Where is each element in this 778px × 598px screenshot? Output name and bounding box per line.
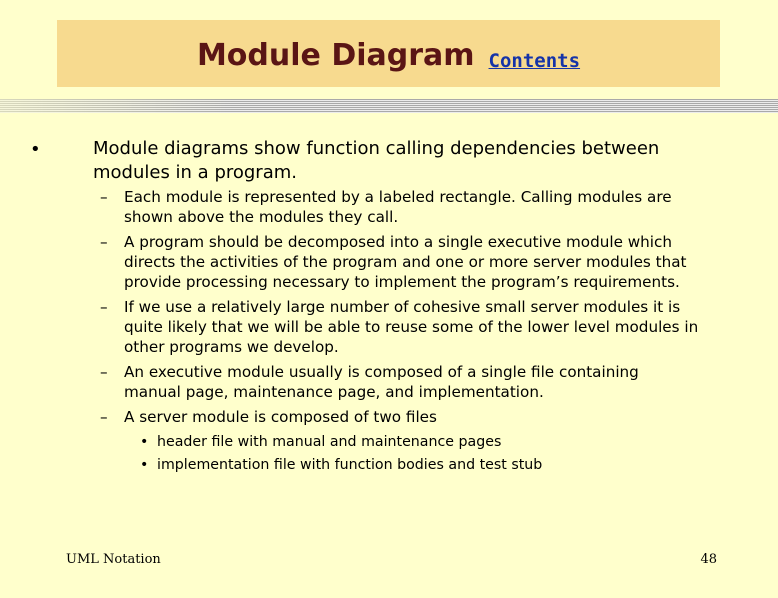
dash-marker: –: [100, 233, 108, 251]
dash-marker: –: [100, 408, 108, 426]
dash-marker: –: [100, 298, 108, 316]
page-number: 48: [700, 552, 717, 567]
sub-bullet: [100, 362, 700, 402]
footer-label: UML Notation: [66, 552, 161, 567]
dot-marker: •: [140, 434, 149, 450]
sub-bullet: [100, 187, 700, 227]
dash-marker: –: [100, 188, 108, 206]
sub-sub-bullet: [140, 455, 700, 475]
main-bullet-text: Module diagrams show function calling dependencies between modules in a program.: [93, 138, 660, 183]
sub-sub-bullet: [140, 432, 700, 452]
sub-bullet: [100, 232, 700, 292]
sub-sub-bullet-text: header file with manual and maintenance pages: [157, 434, 502, 450]
sub-bullet: [100, 407, 700, 427]
sub-sub-bullet-text: implementation file with function bodies and test stub: [157, 457, 543, 473]
sub-bullet-text: A server module is composed of two files: [124, 408, 437, 426]
sub-bullet-text: A program should be decomposed into a single executive module which directs the activities of the program and one or more server modules that provide processing necessary to implement the program’s requirements.: [124, 233, 687, 291]
sub-bullet-text: An executive module usually is composed of a single file containing manual page, maintenance page, and implementation.: [124, 363, 639, 401]
page-title: Module Diagram: [196, 38, 475, 73]
sub-bullet: [100, 297, 700, 357]
dash-marker: –: [100, 363, 108, 381]
sub-bullet-text: Each module is represented by a labeled rectangle. Calling modules are shown above the modules they call.: [124, 188, 672, 226]
sub-bullet-text: If we use a relatively large number of cohesive small server modules it is quite likely that we will be able to reuse some of the lower level modules in other programs we develop.: [124, 298, 699, 356]
bullet-marker: •: [30, 139, 41, 160]
contents-link[interactable]: Contents: [488, 50, 581, 72]
dot-marker: •: [140, 457, 149, 473]
